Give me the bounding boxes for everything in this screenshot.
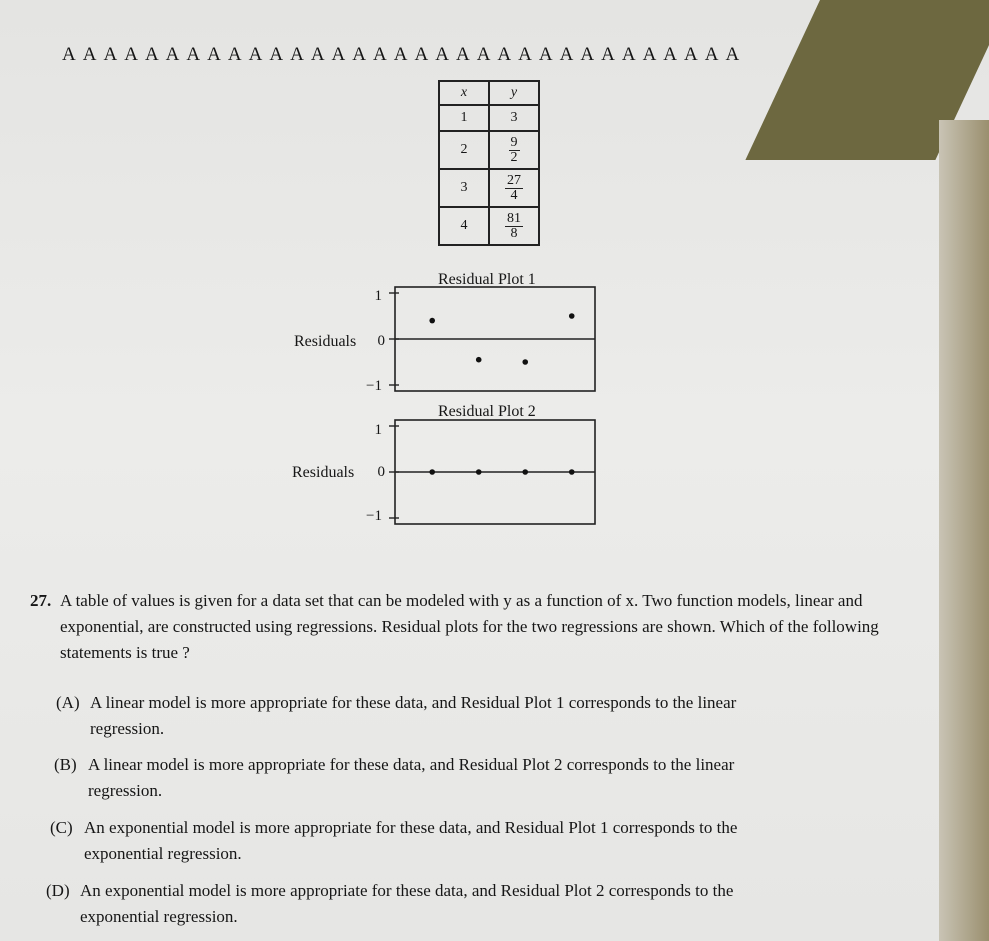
header-letter: A bbox=[497, 44, 512, 65]
fraction-denominator: 8 bbox=[510, 226, 518, 241]
header-letter: A bbox=[704, 44, 719, 65]
header-letter: A bbox=[580, 44, 595, 65]
choice-d[interactable] bbox=[46, 878, 866, 930]
header-letter: A bbox=[165, 44, 180, 65]
header-letter: A bbox=[269, 44, 284, 65]
header-letter: A bbox=[435, 44, 449, 65]
table-row bbox=[439, 131, 539, 169]
choice-text: An exponential model is more appropriate for these data, and Residual Plot 2 corresponds to the bbox=[80, 881, 734, 900]
header-letter: A bbox=[373, 44, 387, 65]
header-letter: A bbox=[186, 44, 201, 65]
header-letter: A bbox=[103, 44, 118, 65]
residual-point bbox=[569, 313, 575, 319]
header-letter: A bbox=[393, 44, 408, 65]
residual-plot-2-title: Residual Plot 2 bbox=[438, 403, 536, 420]
header-letter: A bbox=[352, 44, 367, 65]
choice-text-continued: regression. bbox=[88, 781, 163, 800]
residual-plot-2-ytick-zero: 0 bbox=[377, 464, 385, 480]
table-cell-y bbox=[489, 207, 539, 245]
choice-letter: (C) bbox=[50, 818, 73, 837]
header-letter: A bbox=[414, 44, 429, 65]
choice-text: An exponential model is more appropriate for these data, and Residual Plot 1 corresponds to the bbox=[84, 818, 738, 837]
header-letter: A bbox=[642, 44, 657, 65]
fraction-numerator: 9 bbox=[510, 135, 518, 150]
header-letter: A bbox=[684, 44, 698, 65]
header-letter: A bbox=[207, 44, 221, 65]
header-letter: A bbox=[559, 44, 574, 65]
header-letter: A bbox=[601, 44, 615, 65]
choice-text-continued: exponential regression. bbox=[84, 844, 242, 863]
question-27 bbox=[30, 588, 890, 666]
table-cell-x: 4 bbox=[439, 207, 489, 245]
header-letter: A bbox=[518, 44, 532, 65]
residual-point bbox=[569, 469, 575, 475]
header-letter: A bbox=[248, 44, 263, 65]
fraction-numerator: 27 bbox=[507, 173, 521, 188]
table-row bbox=[439, 105, 539, 131]
residual-point bbox=[429, 318, 435, 324]
residual-plot-1-ylabel: Residuals bbox=[294, 333, 357, 350]
choice-text-continued: exponential regression. bbox=[80, 907, 238, 926]
fraction-denominator: 4 bbox=[510, 188, 518, 203]
residual-plot-2-ylabel: Residuals bbox=[292, 464, 355, 481]
choice-letter: (B) bbox=[54, 755, 77, 774]
header-letter: A bbox=[82, 44, 97, 65]
choice-a[interactable] bbox=[56, 690, 876, 742]
table-cell-y bbox=[489, 169, 539, 207]
header-letter: A bbox=[663, 44, 678, 65]
fraction-denominator: 2 bbox=[510, 150, 518, 165]
residual-plot-1 bbox=[385, 285, 597, 393]
choice-b[interactable] bbox=[54, 752, 874, 804]
header-letter-row bbox=[62, 44, 832, 66]
table-cell-y: 3 bbox=[489, 105, 539, 131]
header-letter: A bbox=[331, 44, 346, 65]
header-letter: A bbox=[227, 44, 242, 65]
header-letter: A bbox=[725, 44, 740, 65]
residual-point bbox=[522, 469, 528, 475]
fraction-numerator: 81 bbox=[507, 211, 521, 226]
header-letter: A bbox=[476, 44, 491, 65]
table-cell-x: 2 bbox=[439, 131, 489, 169]
header-letter: A bbox=[144, 44, 159, 65]
table-cell-x: 1 bbox=[439, 105, 489, 131]
residual-plot-1-ytick-top: 1 bbox=[374, 288, 382, 304]
residual-plot-1-ytick-zero: 0 bbox=[377, 333, 385, 349]
choice-text-continued: regression. bbox=[90, 719, 165, 738]
table-row bbox=[439, 207, 539, 245]
residual-point bbox=[522, 359, 528, 365]
choice-letter: (D) bbox=[46, 881, 70, 900]
residual-plot-2-ytick-bottom: −1 bbox=[366, 508, 382, 524]
question-number: 27. bbox=[30, 591, 52, 610]
table-cell-x: 3 bbox=[439, 169, 489, 207]
header-letter: A bbox=[310, 44, 325, 65]
choice-c[interactable] bbox=[50, 815, 870, 867]
choice-letter: (A) bbox=[56, 693, 80, 712]
residual-plot-1-ytick-bottom: −1 bbox=[366, 378, 382, 394]
residual-plot-2 bbox=[385, 418, 597, 526]
residual-plot-2-ytick-top: 1 bbox=[374, 422, 382, 438]
header-letter: A bbox=[538, 44, 553, 65]
header-letter: A bbox=[62, 44, 76, 65]
residual-point bbox=[476, 469, 482, 475]
residual-point bbox=[476, 357, 482, 363]
question-text: A table of values is given for a data set that can be modeled with y as a function of x. Two function models, linear and exponential, are constructed using regressions. Residual plots for the two regressions are shown. Which of the following statements is true ? bbox=[60, 591, 879, 662]
table-header-y: y bbox=[489, 81, 539, 105]
xy-table bbox=[438, 80, 540, 246]
header-letter: A bbox=[124, 44, 138, 65]
residual-point bbox=[429, 469, 435, 475]
header-letter: A bbox=[455, 44, 470, 65]
header-letter: A bbox=[621, 44, 636, 65]
choice-text: A linear model is more appropriate for these data, and Residual Plot 1 corresponds to the linear bbox=[90, 693, 737, 712]
table-header-x: x bbox=[439, 81, 489, 105]
table-row bbox=[439, 169, 539, 207]
residual-plot-1-title: Residual Plot 1 bbox=[438, 271, 536, 288]
header-letter: A bbox=[290, 44, 304, 65]
desk-edge-right bbox=[939, 120, 989, 941]
choice-text: A linear model is more appropriate for these data, and Residual Plot 2 corresponds to the linear bbox=[88, 755, 735, 774]
table-cell-y bbox=[489, 131, 539, 169]
